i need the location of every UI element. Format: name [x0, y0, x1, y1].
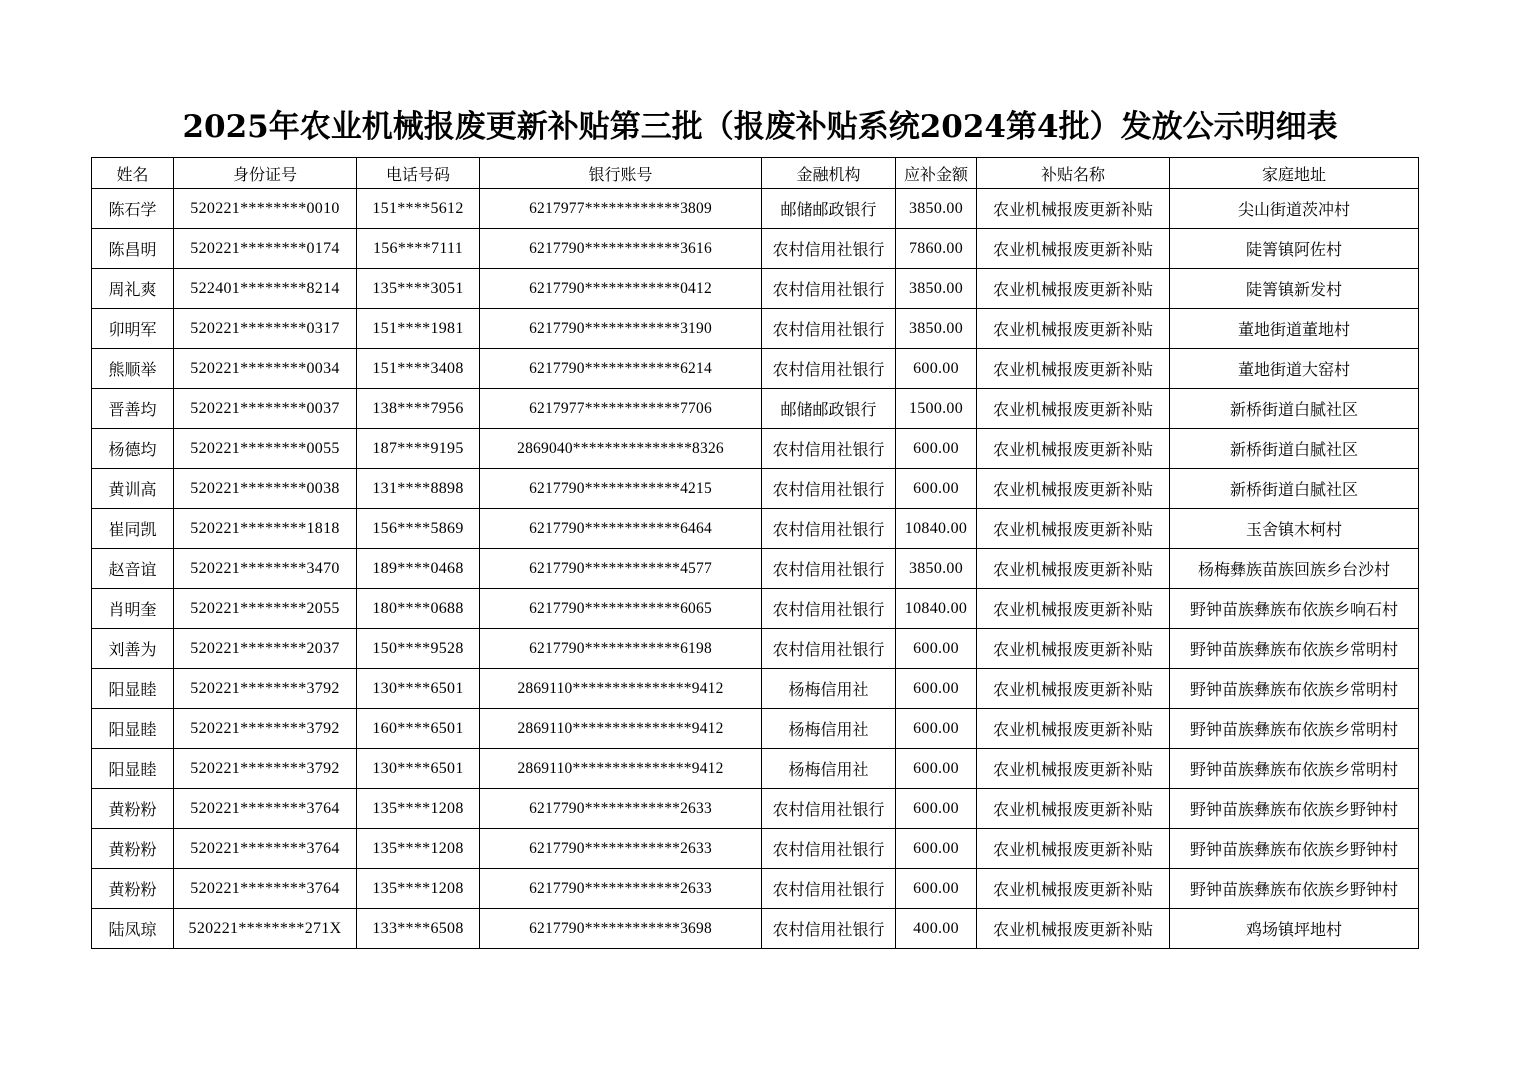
cell-name: 肖明奎 [92, 589, 174, 629]
cell-phone: 187****9195 [357, 429, 480, 469]
cell-address: 玉舍镇木柯村 [1170, 509, 1419, 549]
cell-id-number: 520221********3792 [174, 669, 357, 709]
table-row [92, 669, 1419, 709]
table-row [92, 229, 1419, 269]
cell-subsidy-name: 农业机械报废更新补贴 [977, 549, 1170, 589]
cell-id-number: 520221********3764 [174, 789, 357, 829]
cell-name: 熊顺举 [92, 349, 174, 389]
cell-financial-institution: 杨梅信用社 [762, 749, 896, 789]
cell-bank-account: 2869110***************9412 [480, 709, 762, 749]
cell-financial-institution: 农村信用社银行 [762, 869, 896, 909]
cell-id-number: 520221********0034 [174, 349, 357, 389]
cell-phone: 150****9528 [357, 629, 480, 669]
table-body [92, 189, 1419, 949]
cell-name: 杨德均 [92, 429, 174, 469]
cell-subsidy-name: 农业机械报废更新补贴 [977, 829, 1170, 869]
cell-subsidy-name: 农业机械报废更新补贴 [977, 429, 1170, 469]
cell-bank-account: 6217790************4215 [480, 469, 762, 509]
cell-bank-account: 6217790************2633 [480, 789, 762, 829]
cell-financial-institution: 农村信用社银行 [762, 229, 896, 269]
cell-name: 晋善均 [92, 389, 174, 429]
cell-financial-institution: 邮储邮政银行 [762, 189, 896, 229]
cell-address: 杨梅彝族苗族回族乡台沙村 [1170, 549, 1419, 589]
cell-address: 野钟苗族彝族布依族乡响石村 [1170, 589, 1419, 629]
cell-phone: 151****3408 [357, 349, 480, 389]
cell-bank-account: 6217790************6198 [480, 629, 762, 669]
cell-phone: 156****5869 [357, 509, 480, 549]
cell-id-number: 520221********3792 [174, 709, 357, 749]
cell-phone: 131****8898 [357, 469, 480, 509]
cell-id-number: 520221********0055 [174, 429, 357, 469]
table-header-row [92, 158, 1419, 189]
cell-financial-institution: 农村信用社银行 [762, 429, 896, 469]
cell-amount: 600.00 [896, 829, 977, 869]
table-row [92, 349, 1419, 389]
cell-name: 崔同凯 [92, 509, 174, 549]
cell-financial-institution: 农村信用社银行 [762, 909, 896, 949]
cell-subsidy-name: 农业机械报废更新补贴 [977, 189, 1170, 229]
cell-financial-institution: 农村信用社银行 [762, 509, 896, 549]
cell-bank-account: 6217977************7706 [480, 389, 762, 429]
cell-id-number: 520221********2037 [174, 629, 357, 669]
cell-amount: 600.00 [896, 709, 977, 749]
cell-id-number: 522401********8214 [174, 269, 357, 309]
header-id-number: 身份证号 [174, 158, 357, 189]
cell-bank-account: 2869110***************9412 [480, 749, 762, 789]
cell-phone: 160****6501 [357, 709, 480, 749]
cell-subsidy-name: 农业机械报废更新补贴 [977, 269, 1170, 309]
cell-name: 陈石学 [92, 189, 174, 229]
cell-id-number: 520221********0317 [174, 309, 357, 349]
cell-address: 鸡场镇坪地村 [1170, 909, 1419, 949]
cell-amount: 600.00 [896, 629, 977, 669]
cell-financial-institution: 农村信用社银行 [762, 309, 896, 349]
cell-subsidy-name: 农业机械报废更新补贴 [977, 669, 1170, 709]
table-row [92, 629, 1419, 669]
cell-bank-account: 6217790************6214 [480, 349, 762, 389]
cell-bank-account: 6217790************2633 [480, 869, 762, 909]
cell-name: 赵音谊 [92, 549, 174, 589]
cell-amount: 3850.00 [896, 309, 977, 349]
cell-subsidy-name: 农业机械报废更新补贴 [977, 749, 1170, 789]
cell-bank-account: 6217790************3698 [480, 909, 762, 949]
cell-financial-institution: 农村信用社银行 [762, 629, 896, 669]
header-address: 家庭地址 [1170, 158, 1419, 189]
cell-bank-account: 2869110***************9412 [480, 669, 762, 709]
cell-address: 陡箐镇新发村 [1170, 269, 1419, 309]
cell-address: 尖山街道茨冲村 [1170, 189, 1419, 229]
cell-address: 野钟苗族彝族布依族乡常明村 [1170, 669, 1419, 709]
cell-financial-institution: 农村信用社银行 [762, 829, 896, 869]
cell-name: 黄粉粉 [92, 829, 174, 869]
cell-subsidy-name: 农业机械报废更新补贴 [977, 909, 1170, 949]
table-row [92, 909, 1419, 949]
cell-bank-account: 6217977************3809 [480, 189, 762, 229]
cell-subsidy-name: 农业机械报废更新补贴 [977, 629, 1170, 669]
cell-address: 野钟苗族彝族布依族乡常明村 [1170, 629, 1419, 669]
cell-address: 董地街道大窑村 [1170, 349, 1419, 389]
cell-bank-account: 6217790************0412 [480, 269, 762, 309]
header-financial-institution: 金融机构 [762, 158, 896, 189]
cell-id-number: 520221********1818 [174, 509, 357, 549]
cell-bank-account: 6217790************4577 [480, 549, 762, 589]
cell-amount: 3850.00 [896, 189, 977, 229]
cell-amount: 10840.00 [896, 589, 977, 629]
cell-phone: 130****6501 [357, 669, 480, 709]
table-row [92, 429, 1419, 469]
header-amount: 应补金额 [896, 158, 977, 189]
cell-name: 陈昌明 [92, 229, 174, 269]
cell-amount: 3850.00 [896, 269, 977, 309]
cell-phone: 151****1981 [357, 309, 480, 349]
cell-financial-institution: 杨梅信用社 [762, 669, 896, 709]
cell-phone: 138****7956 [357, 389, 480, 429]
cell-bank-account: 6217790************6464 [480, 509, 762, 549]
cell-name: 黄粉粉 [92, 869, 174, 909]
cell-amount: 600.00 [896, 669, 977, 709]
cell-phone: 135****3051 [357, 269, 480, 309]
cell-name: 黄粉粉 [92, 789, 174, 829]
cell-name: 阳显睦 [92, 749, 174, 789]
cell-subsidy-name: 农业机械报废更新补贴 [977, 709, 1170, 749]
cell-id-number: 520221********0174 [174, 229, 357, 269]
cell-phone: 133****6508 [357, 909, 480, 949]
cell-subsidy-name: 农业机械报废更新补贴 [977, 509, 1170, 549]
cell-financial-institution: 农村信用社银行 [762, 789, 896, 829]
cell-amount: 600.00 [896, 749, 977, 789]
cell-subsidy-name: 农业机械报废更新补贴 [977, 389, 1170, 429]
table-row [92, 589, 1419, 629]
cell-amount: 10840.00 [896, 509, 977, 549]
cell-id-number: 520221********3792 [174, 749, 357, 789]
table-row [92, 829, 1419, 869]
cell-id-number: 520221********271X [174, 909, 357, 949]
cell-name: 陆凤琼 [92, 909, 174, 949]
cell-financial-institution: 农村信用社银行 [762, 269, 896, 309]
cell-financial-institution: 邮储邮政银行 [762, 389, 896, 429]
cell-id-number: 520221********3764 [174, 869, 357, 909]
cell-phone: 135****1208 [357, 829, 480, 869]
cell-id-number: 520221********3764 [174, 829, 357, 869]
table-row [92, 869, 1419, 909]
cell-financial-institution: 农村信用社银行 [762, 349, 896, 389]
cell-subsidy-name: 农业机械报废更新补贴 [977, 229, 1170, 269]
cell-phone: 130****6501 [357, 749, 480, 789]
cell-address: 陡箐镇阿佐村 [1170, 229, 1419, 269]
cell-subsidy-name: 农业机械报废更新补贴 [977, 349, 1170, 389]
header-name: 姓名 [92, 158, 174, 189]
cell-bank-account: 6217790************3190 [480, 309, 762, 349]
cell-name: 黄训高 [92, 469, 174, 509]
cell-amount: 600.00 [896, 429, 977, 469]
cell-subsidy-name: 农业机械报废更新补贴 [977, 589, 1170, 629]
table-row [92, 549, 1419, 589]
table-row [92, 189, 1419, 229]
cell-amount: 600.00 [896, 789, 977, 829]
table-row [92, 309, 1419, 349]
cell-name: 卯明军 [92, 309, 174, 349]
table-row [92, 269, 1419, 309]
cell-name: 阳显睦 [92, 709, 174, 749]
cell-address: 新桥街道白腻社区 [1170, 429, 1419, 469]
cell-subsidy-name: 农业机械报废更新补贴 [977, 309, 1170, 349]
cell-phone: 180****0688 [357, 589, 480, 629]
cell-address: 新桥街道白腻社区 [1170, 469, 1419, 509]
cell-phone: 151****5612 [357, 189, 480, 229]
cell-amount: 3850.00 [896, 549, 977, 589]
cell-financial-institution: 农村信用社银行 [762, 589, 896, 629]
subsidy-table [91, 157, 1419, 949]
document-title: 2025年农业机械报废更新补贴第三批（报废补贴系统2024第4批）发放公示明细表 [182, 109, 1338, 145]
cell-bank-account: 6217790************2633 [480, 829, 762, 869]
cell-phone: 135****1208 [357, 789, 480, 829]
cell-bank-account: 6217790************6065 [480, 589, 762, 629]
cell-address: 野钟苗族彝族布依族乡野钟村 [1170, 789, 1419, 829]
cell-phone: 189****0468 [357, 549, 480, 589]
cell-financial-institution: 杨梅信用社 [762, 709, 896, 749]
cell-name: 周礼爽 [92, 269, 174, 309]
table-row [92, 789, 1419, 829]
cell-address: 新桥街道白腻社区 [1170, 389, 1419, 429]
cell-address: 野钟苗族彝族布依族乡野钟村 [1170, 829, 1419, 869]
cell-id-number: 520221********2055 [174, 589, 357, 629]
header-bank-account: 银行账号 [480, 158, 762, 189]
cell-subsidy-name: 农业机械报废更新补贴 [977, 789, 1170, 829]
cell-id-number: 520221********0038 [174, 469, 357, 509]
cell-subsidy-name: 农业机械报废更新补贴 [977, 869, 1170, 909]
cell-financial-institution: 农村信用社银行 [762, 549, 896, 589]
cell-amount: 1500.00 [896, 389, 977, 429]
cell-name: 刘善为 [92, 629, 174, 669]
cell-bank-account: 6217790************3616 [480, 229, 762, 269]
table-row [92, 709, 1419, 749]
cell-financial-institution: 农村信用社银行 [762, 469, 896, 509]
cell-name: 阳显睦 [92, 669, 174, 709]
cell-id-number: 520221********3470 [174, 549, 357, 589]
cell-phone: 156****7111 [357, 229, 480, 269]
cell-address: 野钟苗族彝族布依族乡常明村 [1170, 749, 1419, 789]
cell-amount: 600.00 [896, 349, 977, 389]
table-row [92, 469, 1419, 509]
cell-subsidy-name: 农业机械报废更新补贴 [977, 469, 1170, 509]
cell-address: 野钟苗族彝族布依族乡野钟村 [1170, 869, 1419, 909]
cell-address: 董地街道董地村 [1170, 309, 1419, 349]
table-row [92, 389, 1419, 429]
cell-amount: 7860.00 [896, 229, 977, 269]
cell-amount: 600.00 [896, 869, 977, 909]
cell-id-number: 520221********0010 [174, 189, 357, 229]
cell-id-number: 520221********0037 [174, 389, 357, 429]
table-row [92, 509, 1419, 549]
table-row [92, 749, 1419, 789]
header-subsidy-name: 补贴名称 [977, 158, 1170, 189]
cell-amount: 600.00 [896, 469, 977, 509]
header-phone: 电话号码 [357, 158, 480, 189]
cell-bank-account: 2869040***************8326 [480, 429, 762, 469]
cell-address: 野钟苗族彝族布依族乡常明村 [1170, 709, 1419, 749]
cell-phone: 135****1208 [357, 869, 480, 909]
cell-amount: 400.00 [896, 909, 977, 949]
